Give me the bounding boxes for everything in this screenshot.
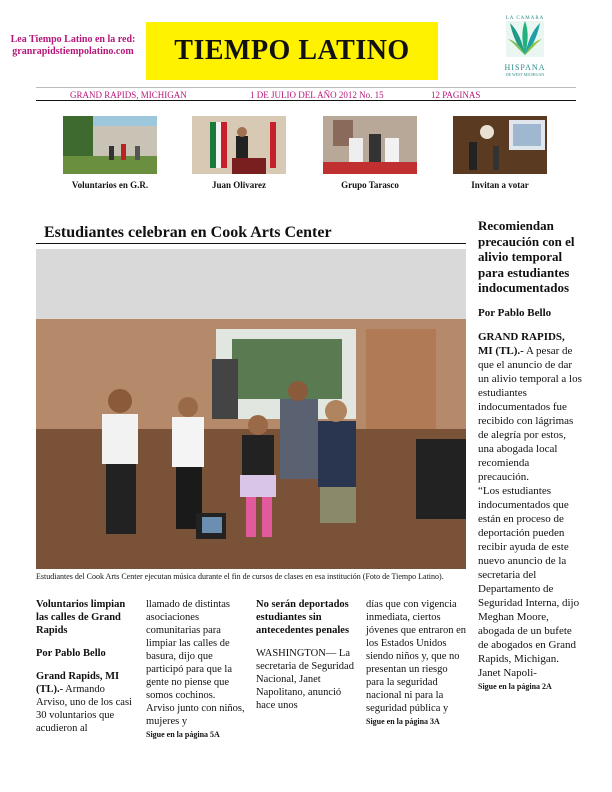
sidebar-headline: Recomiendan precaución con el alivio temporal para estudiantes indocumentados (478, 218, 575, 295)
sidebar-continue-link[interactable]: Sigue en la página 2A (478, 681, 552, 691)
col4-continue-link[interactable]: Sigue en la página 3A (366, 717, 440, 726)
col4-body: días que con vigencia inmediata, ciertos jóvenes que entraron en los Estados Unidos siendo niños y, que no presentan un riesgo para la seguridad nacional ni para la seguridad pública y (366, 599, 467, 714)
newspaper-title: TIEMPO LATINO (174, 35, 410, 66)
logo-brand: HISPANA (504, 63, 546, 72)
main-headline: Estudiantes celebran en Cook Arts Center (44, 224, 332, 241)
dateline-city: GRAND RAPIDS, MICHIGAN (70, 90, 187, 100)
palm-leaves-icon (506, 21, 544, 57)
col1-article (36, 598, 136, 735)
thumb-grupo-tarasco[interactable] (323, 116, 417, 174)
promo-url[interactable]: granrapidstiempolatino.com (12, 46, 134, 57)
col3-headline: No serán deportados estudiantes sin antecedentes penales (256, 599, 350, 636)
col2-continue-link[interactable]: Sigue en la página 5A (146, 730, 220, 739)
col4-article (366, 598, 466, 728)
col2-body: llamado de distintas asociaciones comunitarias para limpiar las calles de basura, dijo que participó para que la gente no piense que somos cochinos. Arviso junto con niños, mujeres y (146, 599, 245, 727)
logo-sub: DE WEST MICHIGAN (505, 72, 545, 77)
sidebar-byline: Por Pablo Bello (478, 306, 552, 319)
main-photo (36, 249, 466, 569)
col3-body: WASHINGTON— La secretaria de Seguridad Nacional, Janet Napolitano, anunció hace unos (256, 648, 354, 711)
thumb-caption: Invitan a votar (471, 180, 529, 190)
dateline-pages: 12 PAGINAS (431, 90, 481, 100)
col1-headline: Voluntarios limpian las calles de Grand Rapids (36, 599, 126, 636)
col3-article (256, 598, 356, 712)
thumb-caption: Voluntarios en G.R. (71, 180, 149, 190)
sidebar-article (478, 218, 582, 694)
dateline-date: 1 DE JULIO DEL AÑO 2012 No. 15 (250, 90, 384, 100)
thumb-juan-olivarez[interactable] (192, 116, 286, 174)
photo-caption: Estudiantes del Cook Arts Center ejecutan música durante el fin de cursos de clases en esa institución (Foto de Tiempo Latino). (36, 572, 444, 581)
col1-body: Armando Arviso, uno de los casi 30 voluntarios que acudieron al (36, 684, 132, 734)
sidebar-lead: GRAND RAPIDS, MI (TL).- (478, 330, 565, 357)
sidebar-body2: “Los estudiantes indocumentados que están en proceso de deportación pueden recibir ayuda de este nuevo anuncio de la secretaria del Departamento de Seguridad Interna, dijo Meghan Moore, abogada de un bufete de abogados en Grand Rapids, Michigan. Janet Napoli- (478, 484, 580, 679)
chamber-logo (501, 16, 549, 82)
promo-text: Lea Tiempo Latino en la red: (10, 34, 136, 45)
thumb-caption: Grupo Tarasco (341, 180, 399, 190)
top-rule (36, 87, 576, 88)
col1-byline: Por Pablo Bello (36, 648, 106, 659)
headline-rule (36, 243, 466, 244)
promo-block (8, 34, 138, 58)
thumb-invite-vote[interactable] (453, 116, 547, 174)
sidebar-body1: A pesar de que el anuncio de dar un alivio temporal a los estudiantes indocumentados fue recibido con lágrimas de alegría por estos, una abogada local recomienda precaución. (478, 344, 582, 483)
col1-lead: Grand Rapids, MI (TL).- (36, 671, 120, 695)
thumb-caption: Juan Olivarez (211, 180, 267, 190)
sidebar-body-block (478, 330, 582, 484)
col1-body-block (36, 670, 136, 735)
dateline-rule (36, 100, 576, 101)
col2-article (146, 598, 246, 741)
logo-top-text: LA CAMARA (505, 16, 545, 21)
thumb-volunteers[interactable] (63, 116, 157, 174)
masthead (146, 22, 438, 80)
